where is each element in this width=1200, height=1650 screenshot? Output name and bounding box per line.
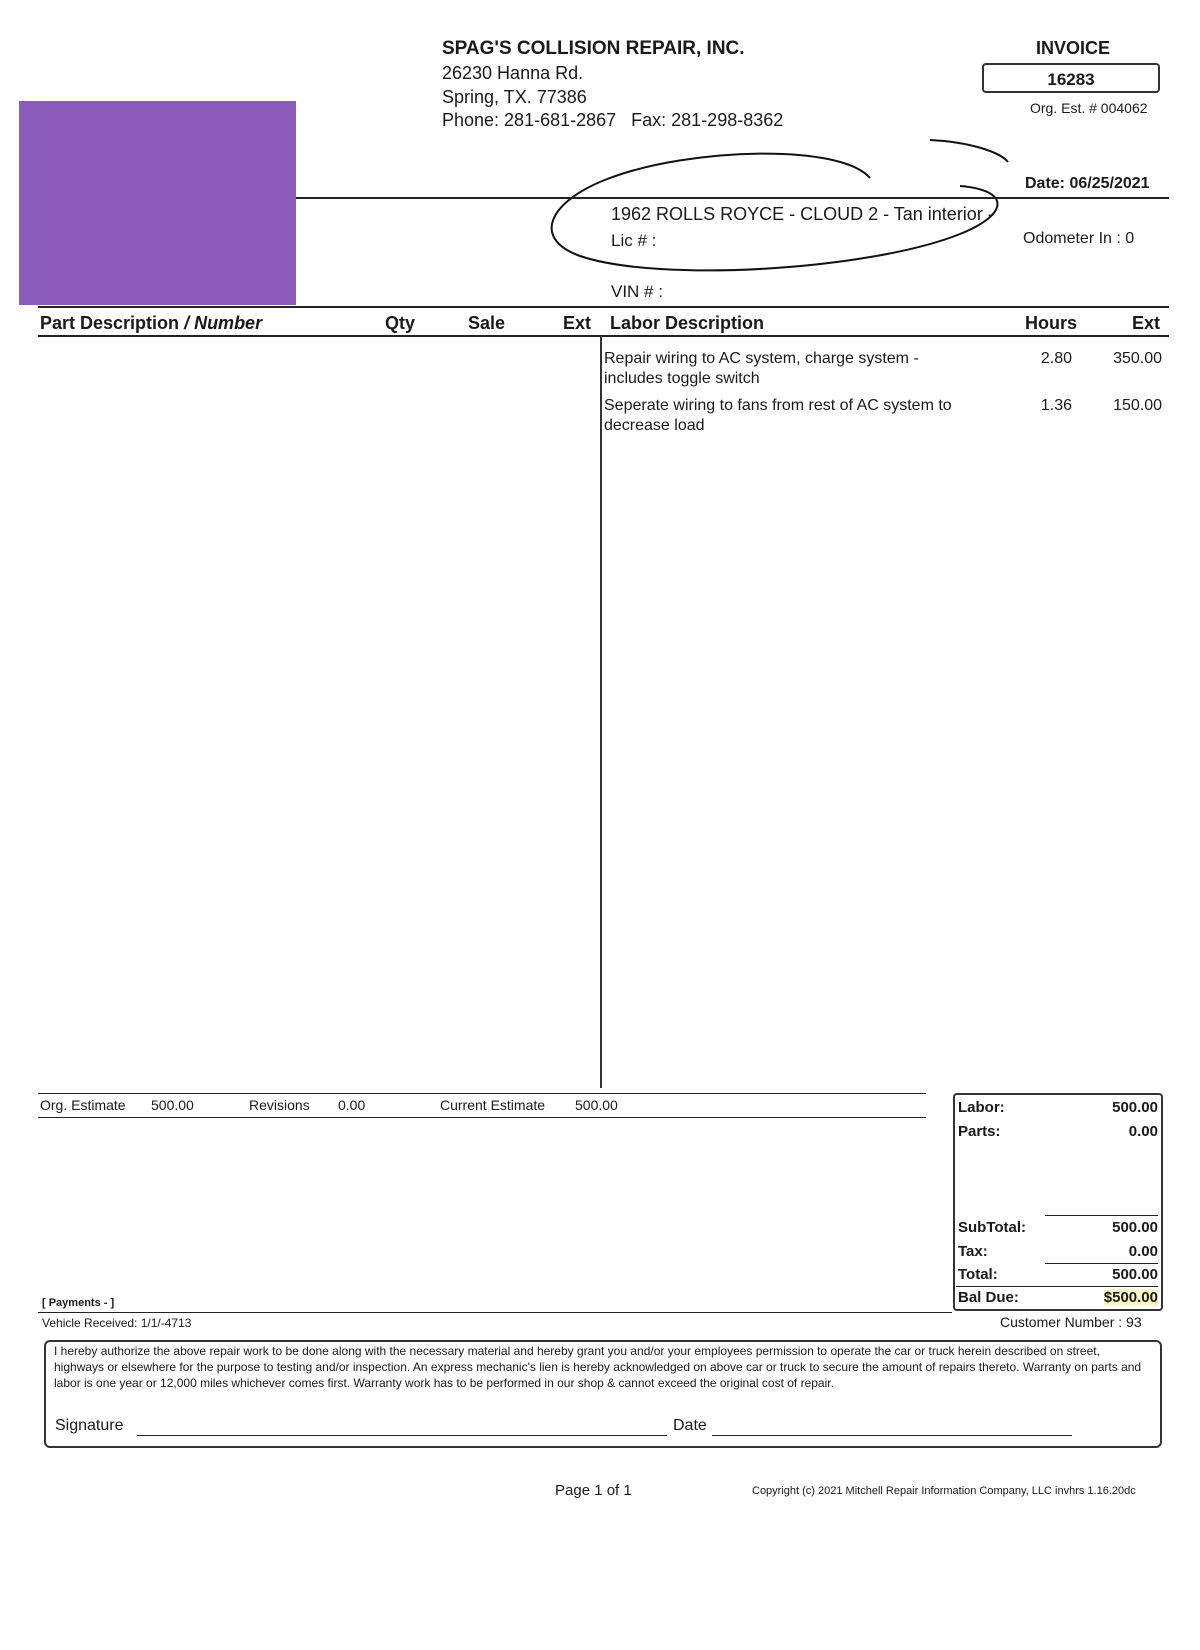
labor-item-ext: 150.00: [1113, 397, 1162, 414]
column-labor-ext: Ext: [1132, 313, 1161, 333]
customer-number: Customer Number : 93: [1000, 1314, 1142, 1330]
subtotal-rule: [1045, 1215, 1158, 1216]
column-part-description: [40, 313, 262, 334]
labor-total-label: Labor:: [958, 1099, 1005, 1116]
shop-address-city: Spring, TX. 77386: [442, 87, 587, 107]
total-rule: [1045, 1263, 1158, 1264]
header-divider: [296, 197, 1169, 199]
vin-number: VIN # :: [611, 282, 663, 301]
org-estimate-number: Org. Est. # 004062: [1030, 100, 1148, 116]
signature-label: Signature: [55, 1417, 124, 1434]
redacted-customer-block: [19, 101, 296, 305]
subtotal-value: 500.00: [1112, 1219, 1158, 1236]
invoice-number: 16283: [982, 63, 1160, 93]
vehicle-received: Vehicle Received: 1/1/-4713: [42, 1316, 192, 1330]
parts-total-label: Parts:: [958, 1123, 1001, 1140]
license-number: Lic # :: [611, 231, 657, 250]
estimate-top-rule: [38, 1093, 926, 1094]
shop-name: SPAG'S COLLISION REPAIR, INC.: [442, 38, 745, 59]
total-value: 500.00: [1112, 1266, 1158, 1283]
subtotal-label: SubTotal:: [958, 1219, 1027, 1236]
tax-value: 0.00: [1128, 1243, 1158, 1260]
part-description-label: Part Description: [40, 313, 180, 333]
parts-labor-divider: [600, 336, 602, 1088]
date-label: Date: [673, 1417, 707, 1434]
table-header-rule: [38, 335, 1169, 337]
shop-address-street: 26230 Hanna Rd.: [442, 63, 584, 83]
date-line[interactable]: [712, 1435, 1072, 1436]
revisions-label: Revisions: [249, 1097, 310, 1113]
labor-item-hours: 2.80: [1040, 350, 1072, 367]
org-estimate-value: 500.00: [151, 1097, 194, 1113]
invoice-label: INVOICE: [1036, 38, 1111, 58]
invoice-date: Date: 06/25/2021: [1025, 175, 1150, 192]
current-estimate-value: 500.00: [575, 1097, 618, 1113]
balance-due-label: Bal Due:: [958, 1289, 1019, 1306]
parts-total-value: 0.00: [1128, 1123, 1158, 1140]
page-number: Page 1 of 1: [555, 1482, 632, 1499]
revisions-value: 0.00: [338, 1097, 366, 1113]
total-label: Total:: [958, 1266, 998, 1283]
table-top-rule: [38, 306, 1169, 308]
vehicle-description: 1962 ROLLS ROYCE - CLOUD 2 - Tan interior -: [611, 204, 994, 224]
estimate-bottom-rule: [38, 1117, 926, 1118]
copyright-notice: Copyright (c) 2021 Mitchell Repair Information Company, LLC invhrs 1.16.20dc: [752, 1485, 1136, 1497]
column-parts-ext: Ext: [563, 313, 592, 333]
org-estimate-label: Org. Estimate: [40, 1097, 126, 1113]
current-estimate-label: Current Estimate: [440, 1097, 546, 1113]
column-hours: Hours: [1025, 313, 1078, 333]
tax-label: Tax:: [958, 1243, 988, 1260]
labor-total-value: 500.00: [1112, 1099, 1158, 1116]
balance-due-value: $500.00: [1103, 1289, 1158, 1306]
odometer-in: Odometer In : 0: [1023, 230, 1135, 247]
bal-due-rule: [956, 1286, 1158, 1287]
column-qty: Qty: [385, 313, 416, 333]
shop-phone-fax: Phone: 281-681-2867 Fax: 281-298-8362: [442, 110, 784, 130]
column-sale: Sale: [468, 313, 506, 333]
payments-label: [ Payments - ]: [42, 1297, 115, 1309]
labor-item-hours: 1.36: [1040, 397, 1072, 414]
payments-rule: [38, 1312, 952, 1313]
labor-item-description: Seperate wiring to fans from rest of AC system to decrease load: [604, 397, 952, 434]
labor-item-ext: 350.00: [1113, 350, 1162, 367]
column-labor-description: Labor Description: [610, 313, 765, 333]
labor-item-description: Repair wiring to AC system, charge system - includes toggle switch: [604, 350, 919, 387]
signature-line[interactable]: [137, 1435, 667, 1436]
part-number-label: / Number: [184, 313, 263, 333]
authorization-text: I hereby authorize the above repair work to be done along with the necessary material and hereby grant you and/or your employees permission to operate the car or truck herein described on street, highways or elsewhere for the purpose to testing and/or inspection. An express mechanic's lien is hereby acknowledged on above car or truck to secure the amount of repairs thereto. Warranty on parts and labor is one year or 12,000 miles whichever comes first. Warranty work has to be performed in our shop & cannot exceed the original cost of repair.: [54, 1344, 1142, 1390]
